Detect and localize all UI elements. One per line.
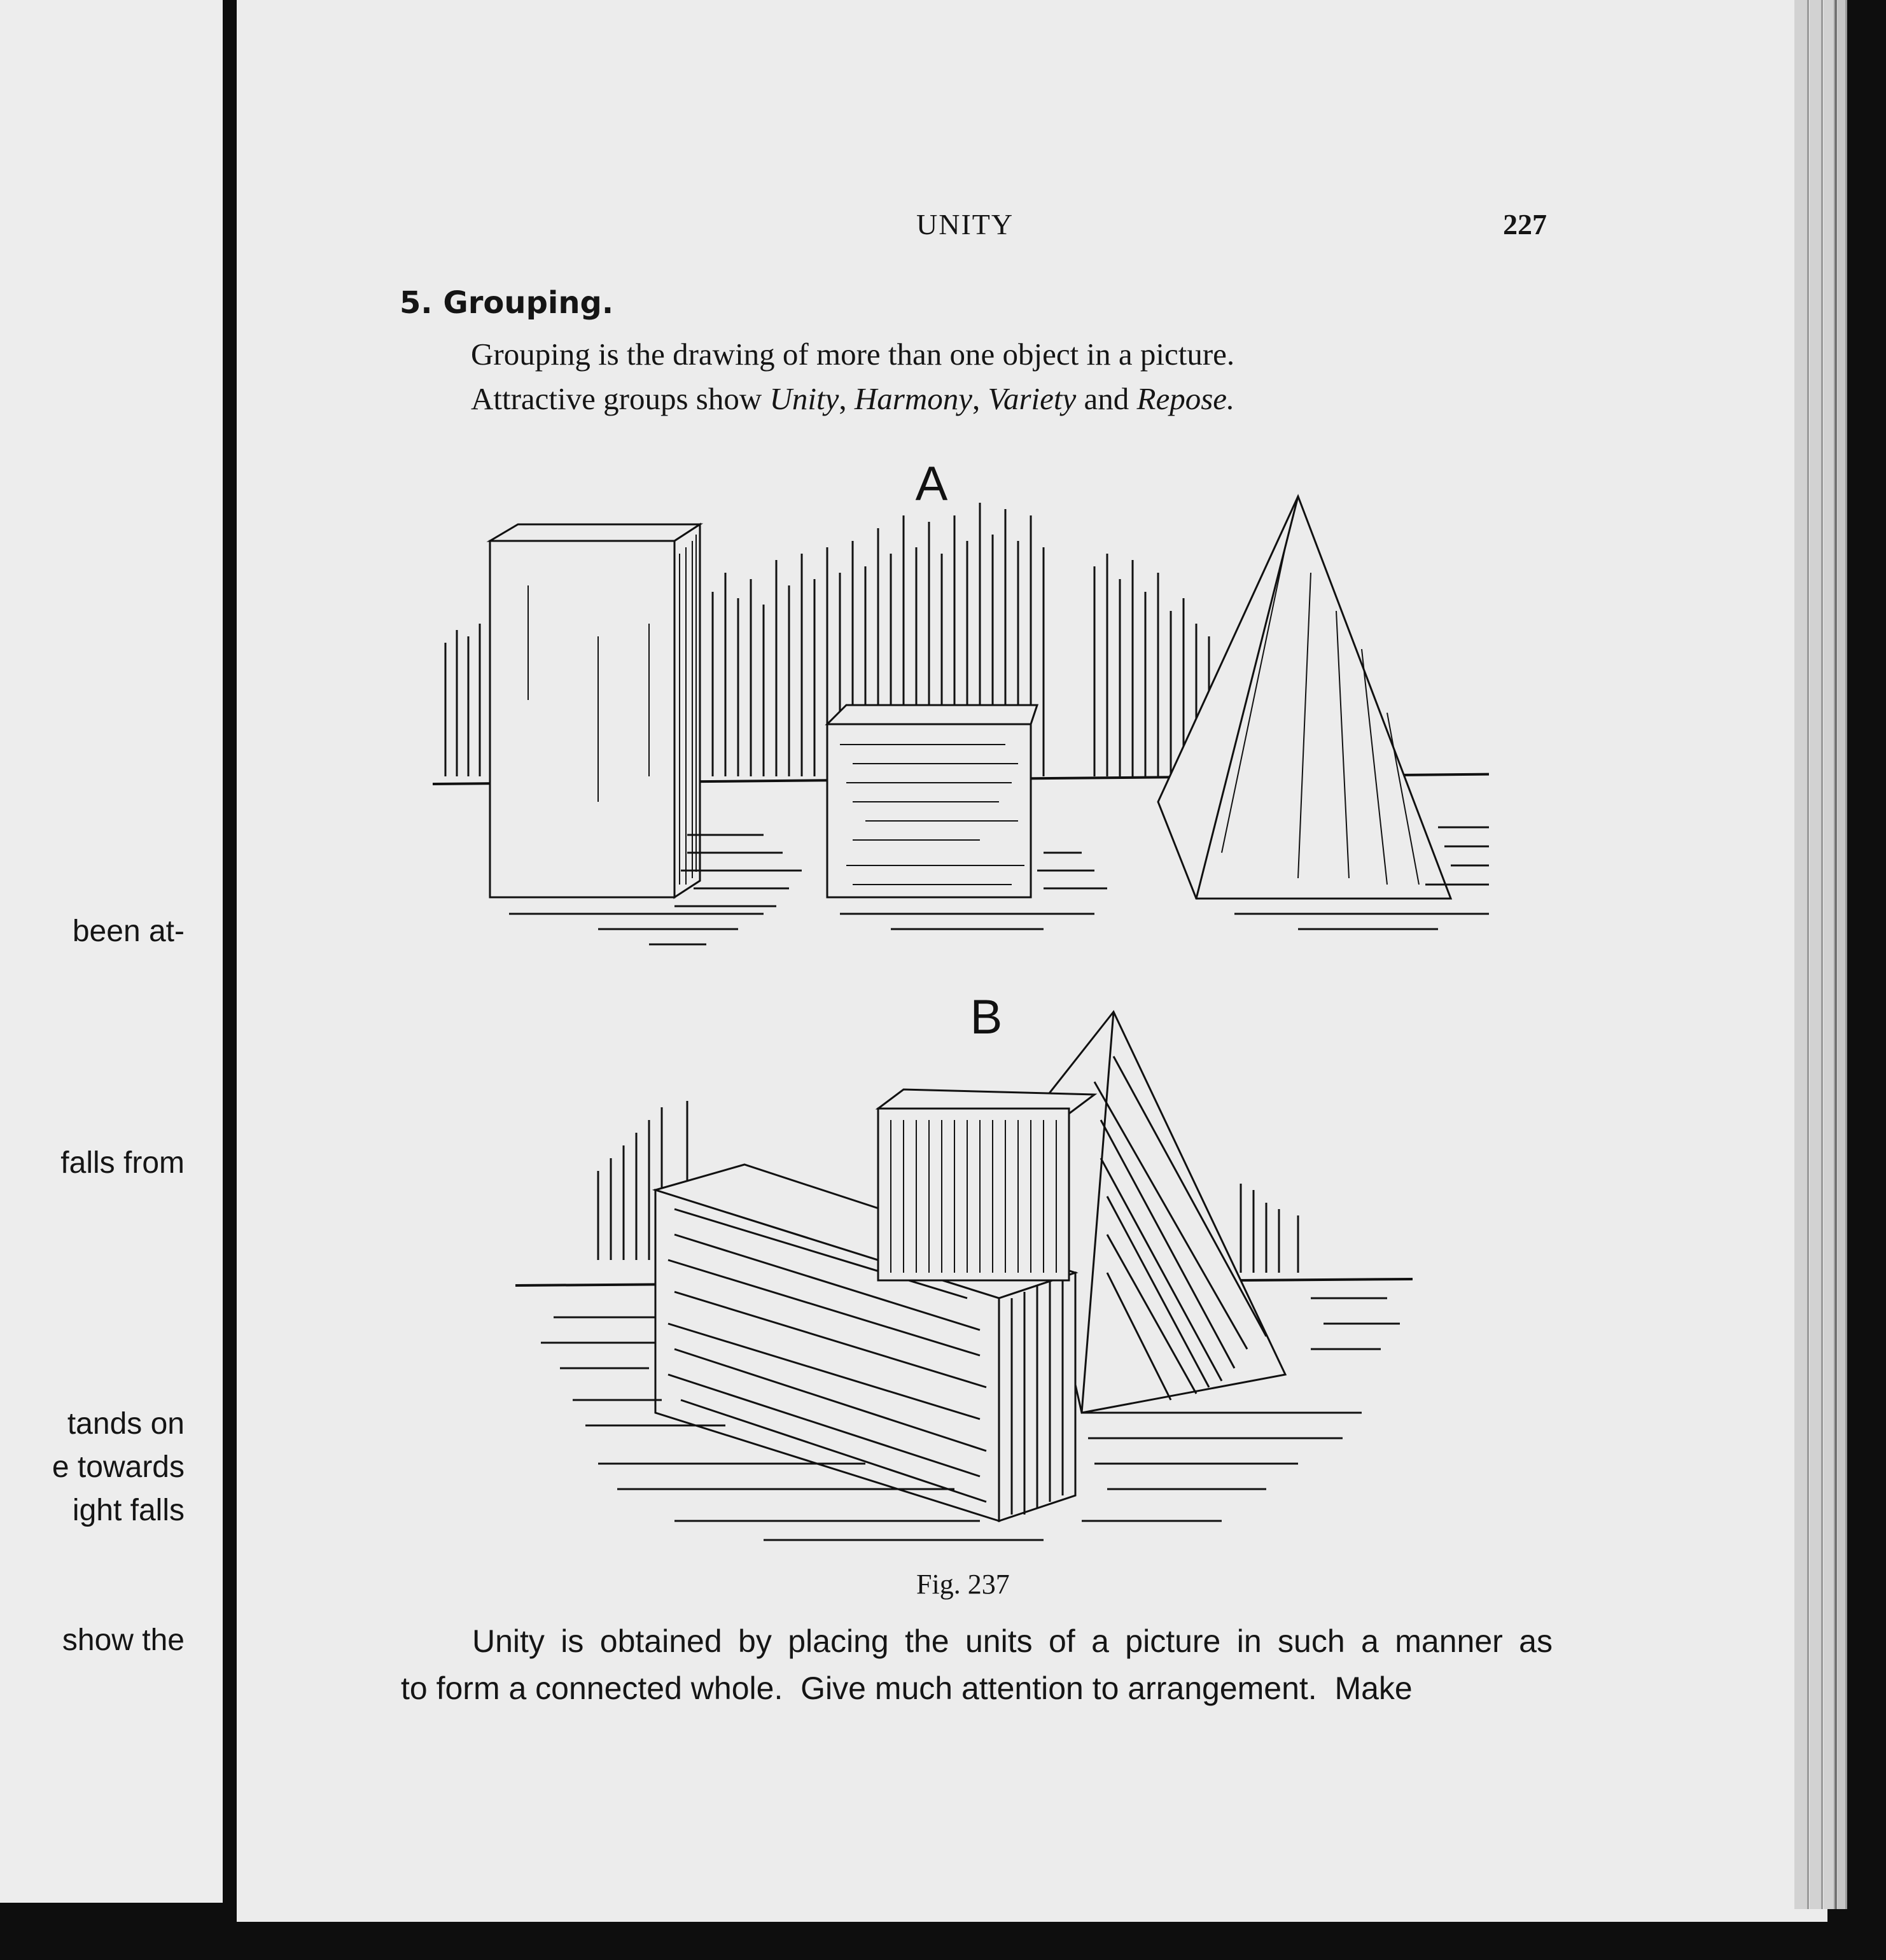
intro-text: [471, 332, 1234, 421]
left-fragment: falls from: [60, 1146, 185, 1180]
page-number: 227: [1503, 208, 1547, 241]
label-b: B: [970, 990, 1003, 1044]
page-edges: [1794, 0, 1852, 1909]
pyramid-a: [1158, 496, 1451, 899]
running-head: UNITY: [916, 208, 1014, 241]
left-page: [0, 0, 223, 1903]
term-unity: Unity: [769, 381, 839, 416]
group-a: [433, 457, 1489, 944]
intro-line-1: Grouping is the drawing of more than one object in a picture.: [471, 337, 1235, 372]
section-heading: 5. Grouping.: [400, 285, 614, 321]
body-line-2: to form a connected whole. Give much attention to arrangement. Make: [401, 1670, 1413, 1706]
term-harmony: Harmony: [854, 381, 972, 416]
left-fragment: show the: [62, 1623, 185, 1657]
body-paragraph: [401, 1618, 1553, 1712]
intro-line-2-start: Attractive groups show: [471, 381, 762, 416]
term-variety: Variety: [988, 381, 1077, 416]
left-fragment: ight falls: [72, 1494, 185, 1527]
left-fragment: e towards: [52, 1450, 185, 1484]
cube-b: [878, 1089, 1094, 1280]
left-fragment: been at-: [72, 914, 185, 948]
term-repose: Repose.: [1136, 381, 1235, 416]
intro-conj: and: [1084, 381, 1129, 416]
group-b: [515, 990, 1413, 1540]
figure-caption: Fig. 237: [916, 1569, 1010, 1600]
body-line-1: Unity is obtained by placing the units of a picture in such a manner as: [472, 1623, 1553, 1659]
label-a: A: [915, 457, 948, 511]
left-fragment: tands on: [67, 1407, 185, 1441]
tall-prism: [490, 524, 700, 897]
intro-line-2: Attractive groups show Unity, Harmony, Variety and Repose.: [471, 381, 1235, 416]
figure-237-illustration: [407, 445, 1489, 1553]
